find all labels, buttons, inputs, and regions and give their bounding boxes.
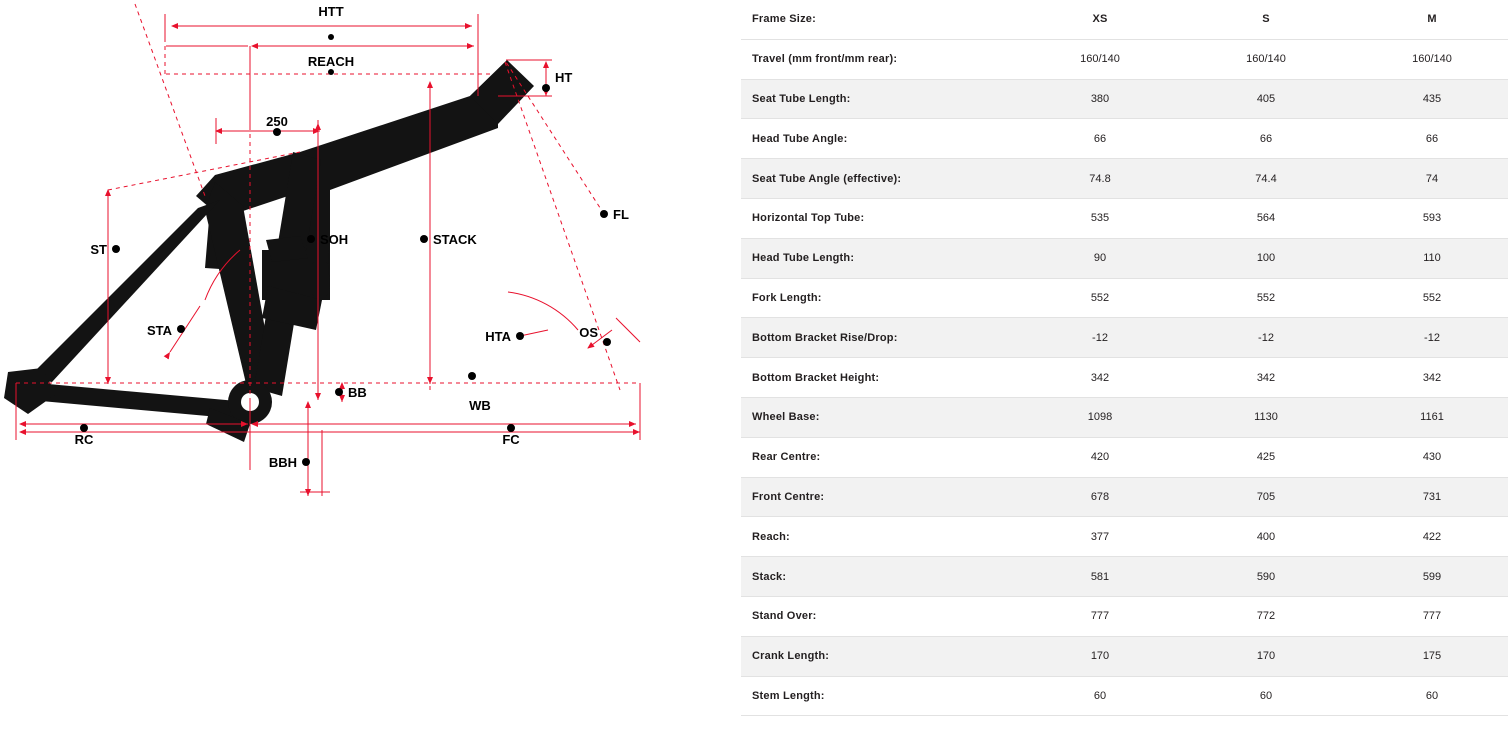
cell-m: 60 [1349, 676, 1508, 716]
cell-xs: 66 [1017, 119, 1183, 159]
callout-label-rc: RC [74, 432, 94, 447]
cell-xs: 90 [1017, 238, 1183, 278]
table-row [741, 159, 1508, 199]
cell-xs: 552 [1017, 278, 1183, 318]
geometry-table-panel [741, 0, 1508, 731]
header-size-xs: XS [1017, 0, 1183, 39]
cell-m: 66 [1349, 119, 1508, 159]
table-row [741, 119, 1508, 159]
row-label: Wheel Base: [741, 397, 1017, 437]
table-body [741, 39, 1508, 716]
row-label: Seat Tube Angle (effective): [741, 159, 1017, 199]
callout-label-hta: HTA [485, 329, 511, 344]
table-row [741, 238, 1508, 278]
callout-label-bbh: BBH [268, 455, 297, 470]
row-label: Travel (mm front/mm rear): [741, 39, 1017, 79]
row-label: Front Centre: [741, 477, 1017, 517]
geometry-table [741, 0, 1508, 716]
table-row [741, 676, 1508, 716]
cell-m: 110 [1349, 238, 1508, 278]
callout-label-htt: HTT [318, 4, 344, 19]
cell-xs: 380 [1017, 79, 1183, 119]
cell-xs: 535 [1017, 198, 1183, 238]
cell-s: 590 [1183, 557, 1349, 597]
cell-s: 66 [1183, 119, 1349, 159]
row-label: Stack: [741, 557, 1017, 597]
cell-xs: 420 [1017, 437, 1183, 477]
row-label: Head Tube Length: [741, 238, 1017, 278]
cell-s: 160/140 [1183, 39, 1349, 79]
cell-m: 342 [1349, 358, 1508, 398]
row-label: Bottom Bracket Rise/Drop: [741, 318, 1017, 358]
table-row [741, 636, 1508, 676]
geometry-diagram-svg [0, 0, 740, 731]
cell-m: 435 [1349, 79, 1508, 119]
cell-xs: 74.8 [1017, 159, 1183, 199]
cell-xs: 160/140 [1017, 39, 1183, 79]
header-frame-size: Frame Size: [741, 0, 1017, 39]
cell-m: 593 [1349, 198, 1508, 238]
table-row [741, 39, 1508, 79]
table-row [741, 358, 1508, 398]
cell-xs: 342 [1017, 358, 1183, 398]
cell-xs: 170 [1017, 636, 1183, 676]
callout-label-bb: BB [348, 385, 367, 400]
cell-m: -12 [1349, 318, 1508, 358]
cell-s: 74.4 [1183, 159, 1349, 199]
cell-m: 160/140 [1349, 39, 1508, 79]
header-size-m: M [1349, 0, 1508, 39]
row-label: Fork Length: [741, 278, 1017, 318]
cell-xs: 777 [1017, 596, 1183, 636]
cell-m: 1161 [1349, 397, 1508, 437]
table-row [741, 517, 1508, 557]
table-row [741, 596, 1508, 636]
row-label: Horizontal Top Tube: [741, 198, 1017, 238]
table-row [741, 318, 1508, 358]
cell-s: 425 [1183, 437, 1349, 477]
row-label: Stem Length: [741, 676, 1017, 716]
row-label: Reach: [741, 517, 1017, 557]
cell-m: 552 [1349, 278, 1508, 318]
cell-xs: 377 [1017, 517, 1183, 557]
table-row [741, 198, 1508, 238]
callout-label-os: OS [579, 325, 598, 340]
row-label: Seat Tube Length: [741, 79, 1017, 119]
cell-s: -12 [1183, 318, 1349, 358]
table-row [741, 397, 1508, 437]
cell-xs: 581 [1017, 557, 1183, 597]
cell-s: 405 [1183, 79, 1349, 119]
cell-m: 74 [1349, 159, 1508, 199]
cell-s: 400 [1183, 517, 1349, 557]
frame-geometry-diagram [0, 0, 740, 731]
row-label: Crank Length: [741, 636, 1017, 676]
callout-label-wb: WB [469, 398, 491, 413]
callout-label-reach: REACH [307, 54, 355, 69]
table-row [741, 79, 1508, 119]
cell-m: 422 [1349, 517, 1508, 557]
cell-m: 175 [1349, 636, 1508, 676]
table-row [741, 437, 1508, 477]
cell-s: 342 [1183, 358, 1349, 398]
cell-s: 705 [1183, 477, 1349, 517]
callout-label-250: 250 [266, 114, 288, 129]
callout-label-stack: STACK [433, 232, 477, 247]
row-label: Head Tube Angle: [741, 119, 1017, 159]
header-size-s: S [1183, 0, 1349, 39]
callout-label-fc: FC [502, 432, 520, 447]
cell-s: 564 [1183, 198, 1349, 238]
table-row [741, 477, 1508, 517]
table-header-row [741, 0, 1508, 39]
row-label: Stand Over: [741, 596, 1017, 636]
cell-s: 100 [1183, 238, 1349, 278]
cell-xs: -12 [1017, 318, 1183, 358]
callout-label-soh: SOH [320, 232, 349, 247]
cell-m: 599 [1349, 557, 1508, 597]
callout-label-fl: FL [613, 207, 629, 222]
table-row [741, 278, 1508, 318]
cell-m: 430 [1349, 437, 1508, 477]
cell-m: 777 [1349, 596, 1508, 636]
cell-xs: 60 [1017, 676, 1183, 716]
cell-xs: 678 [1017, 477, 1183, 517]
cell-s: 1130 [1183, 397, 1349, 437]
table-row [741, 557, 1508, 597]
cell-s: 60 [1183, 676, 1349, 716]
cell-m: 731 [1349, 477, 1508, 517]
callout-label-sta: STA [146, 323, 172, 338]
cell-s: 170 [1183, 636, 1349, 676]
callout-label-st: ST [90, 242, 107, 257]
row-label: Rear Centre: [741, 437, 1017, 477]
cell-xs: 1098 [1017, 397, 1183, 437]
cell-s: 552 [1183, 278, 1349, 318]
callout-label-ht: HT [555, 70, 573, 85]
row-label: Bottom Bracket Height: [741, 358, 1017, 398]
cell-s: 772 [1183, 596, 1349, 636]
